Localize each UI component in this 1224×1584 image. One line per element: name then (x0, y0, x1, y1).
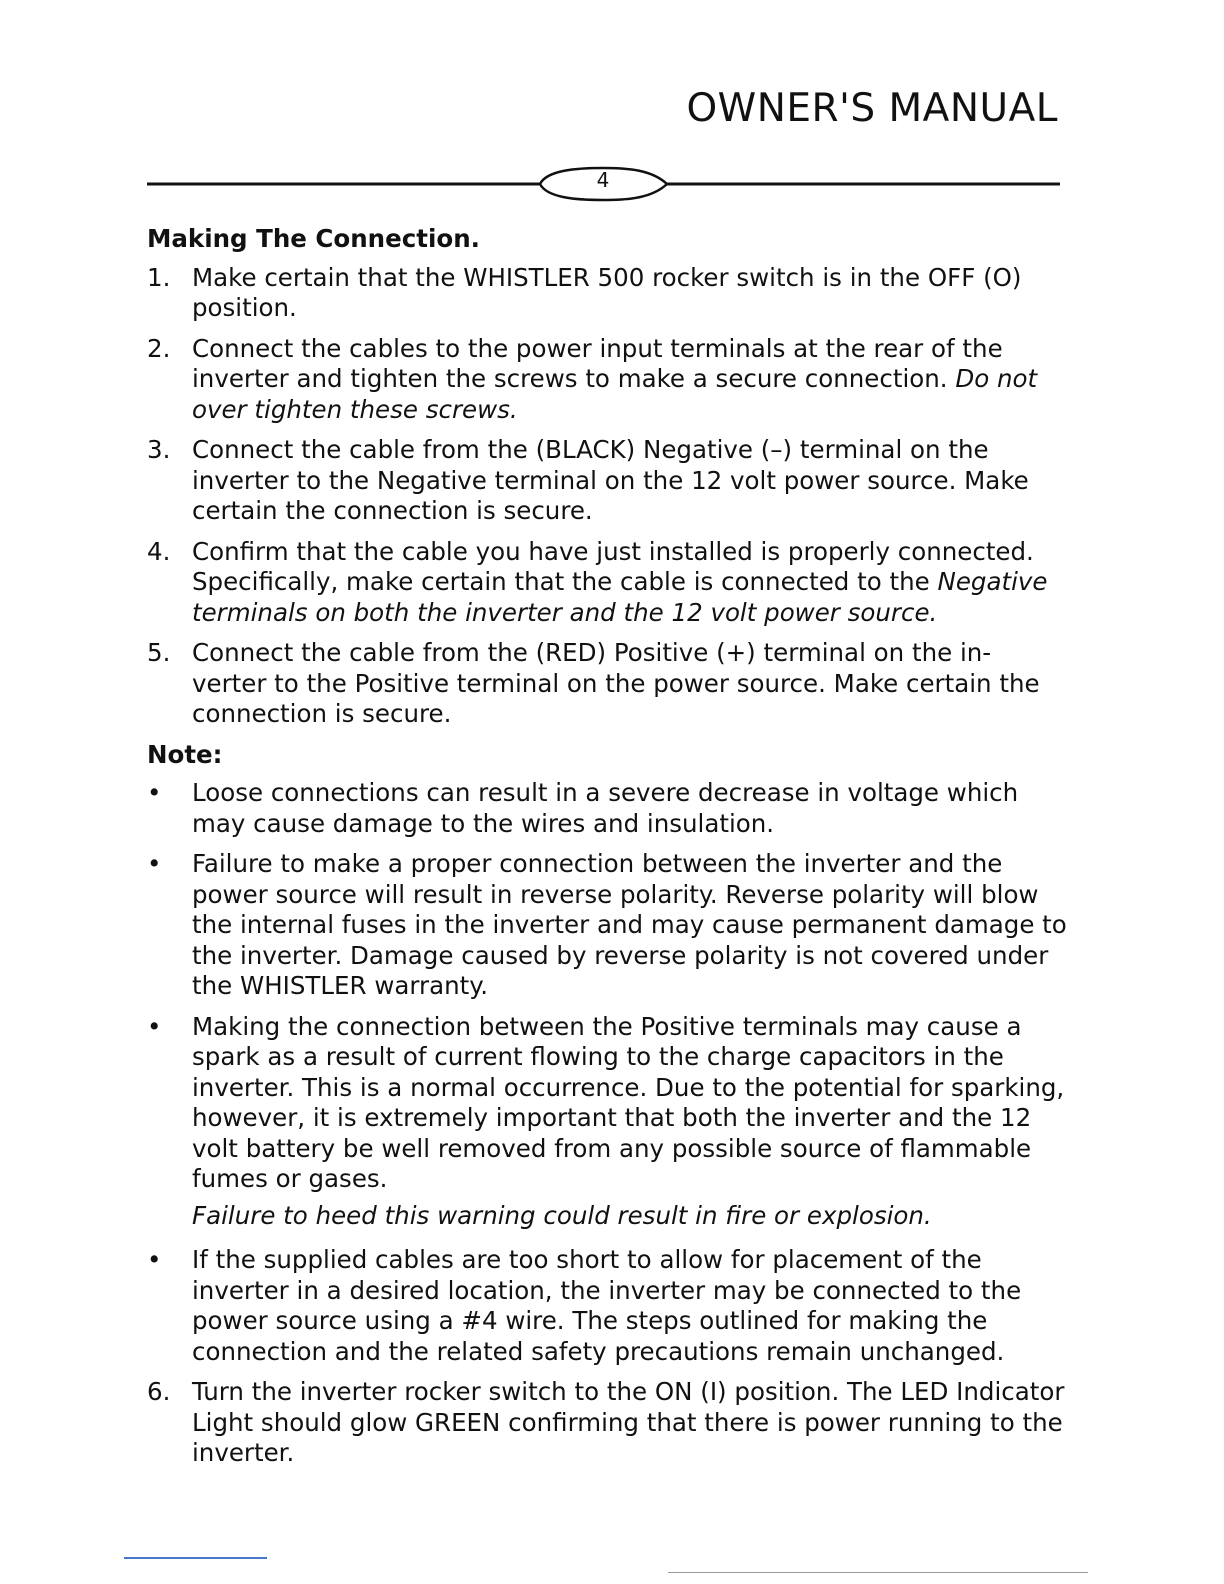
list-item (147, 435, 1067, 527)
step-text (192, 537, 1067, 629)
list-item (147, 849, 1067, 1002)
list-item (147, 263, 1067, 324)
step-number: 4. (147, 536, 171, 566)
list-item (147, 638, 1067, 730)
page-title: OWNER'S MANUAL (686, 86, 1058, 131)
list-item (147, 778, 1067, 839)
main-content (147, 224, 1067, 1479)
footer-divider-right (668, 1572, 1088, 1573)
step-text-plain: Connect the cables to the power input terminals at the rear of the inverter and tighten the screws to make a secure connection. (192, 333, 1003, 393)
section-heading: Making The Connection. (147, 224, 480, 253)
step-text: Turn the inverter rocker switch to the ON (I) position. The LED Indicator Light should glow GREEN confirming that there is power running to the inverter. (192, 1377, 1065, 1467)
list-item (147, 1245, 1067, 1367)
bullet-text: Making the connection between the Positive terminals may cause a spark as a result of current flowing to the charge capacitors in the inverter. This is a normal occurrence. Due to the potential for sparking, however, it is extremely important that both the inverter and the 12 volt battery be well removed from any possible source of flammable fumes or gases. (192, 1011, 1065, 1193)
step-number: 1. (147, 262, 171, 292)
step-text: Connect the cable from the (RED) Positive (+) terminal on the in- verter to the Positive terminal on the power source. Make certain the connection is secure. (192, 638, 1040, 728)
page-number: 4 (596, 168, 610, 192)
step-number: 3. (147, 435, 171, 464)
list-item (147, 1012, 1067, 1195)
step-number: 5. (147, 638, 171, 667)
bullet-icon: • (147, 1011, 162, 1041)
footer-divider-left (124, 1557, 267, 1559)
bullet-icon: • (147, 778, 162, 807)
bullet-icon: • (147, 849, 162, 878)
step-text-plain: Confirm that the cable you have just installed is properly connected. Specifically, make certain that the cable is connected to the (192, 536, 1034, 596)
step-text (192, 334, 1067, 426)
step-number: 6. (147, 1377, 171, 1406)
list-item (147, 1377, 1067, 1469)
list-item (147, 334, 1067, 426)
note-heading: Note: (147, 739, 223, 769)
warning-text: Failure to heed this warning could result in fire or explosion. (192, 1200, 932, 1230)
bullet-text: Loose connections can result in a severe decrease in voltage which may cause damage to the wires and insulation. (192, 778, 1019, 838)
step-text: Make certain that the WHISTLER 500 rocker switch is in the OFF (O) position. (192, 262, 1022, 322)
step-text-italic: Do not over tighten these screws. (192, 364, 1038, 424)
step-text-italic: Negative terminals on both the inverter and the 12 volt power source. (192, 567, 1048, 627)
step-text: Connect the cable from the (BLACK) Negative (–) terminal on the inverter to the Negative terminal on the 12 volt power source. Make certain the connection is secure. (192, 435, 1029, 525)
bullet-text: Failure to make a proper connection between the inverter and the power source will result in reverse polarity. Reverse polarity will blow the internal fuses in the inverter and may cause permanent damage to the inverter. Damage caused by reverse polarity is not covered under the WHISTLER warranty. (192, 849, 1067, 1000)
bullet-icon: • (147, 1245, 162, 1274)
bullet-text: If the supplied cables are too short to allow for placement of the inverter in a desired location, the inverter may be connected to the power source using a #4 wire. The steps outlined for making the connection and the related safety precautions remain unchanged. (192, 1245, 1022, 1366)
list-item (147, 537, 1067, 629)
step-number: 2. (147, 333, 171, 363)
